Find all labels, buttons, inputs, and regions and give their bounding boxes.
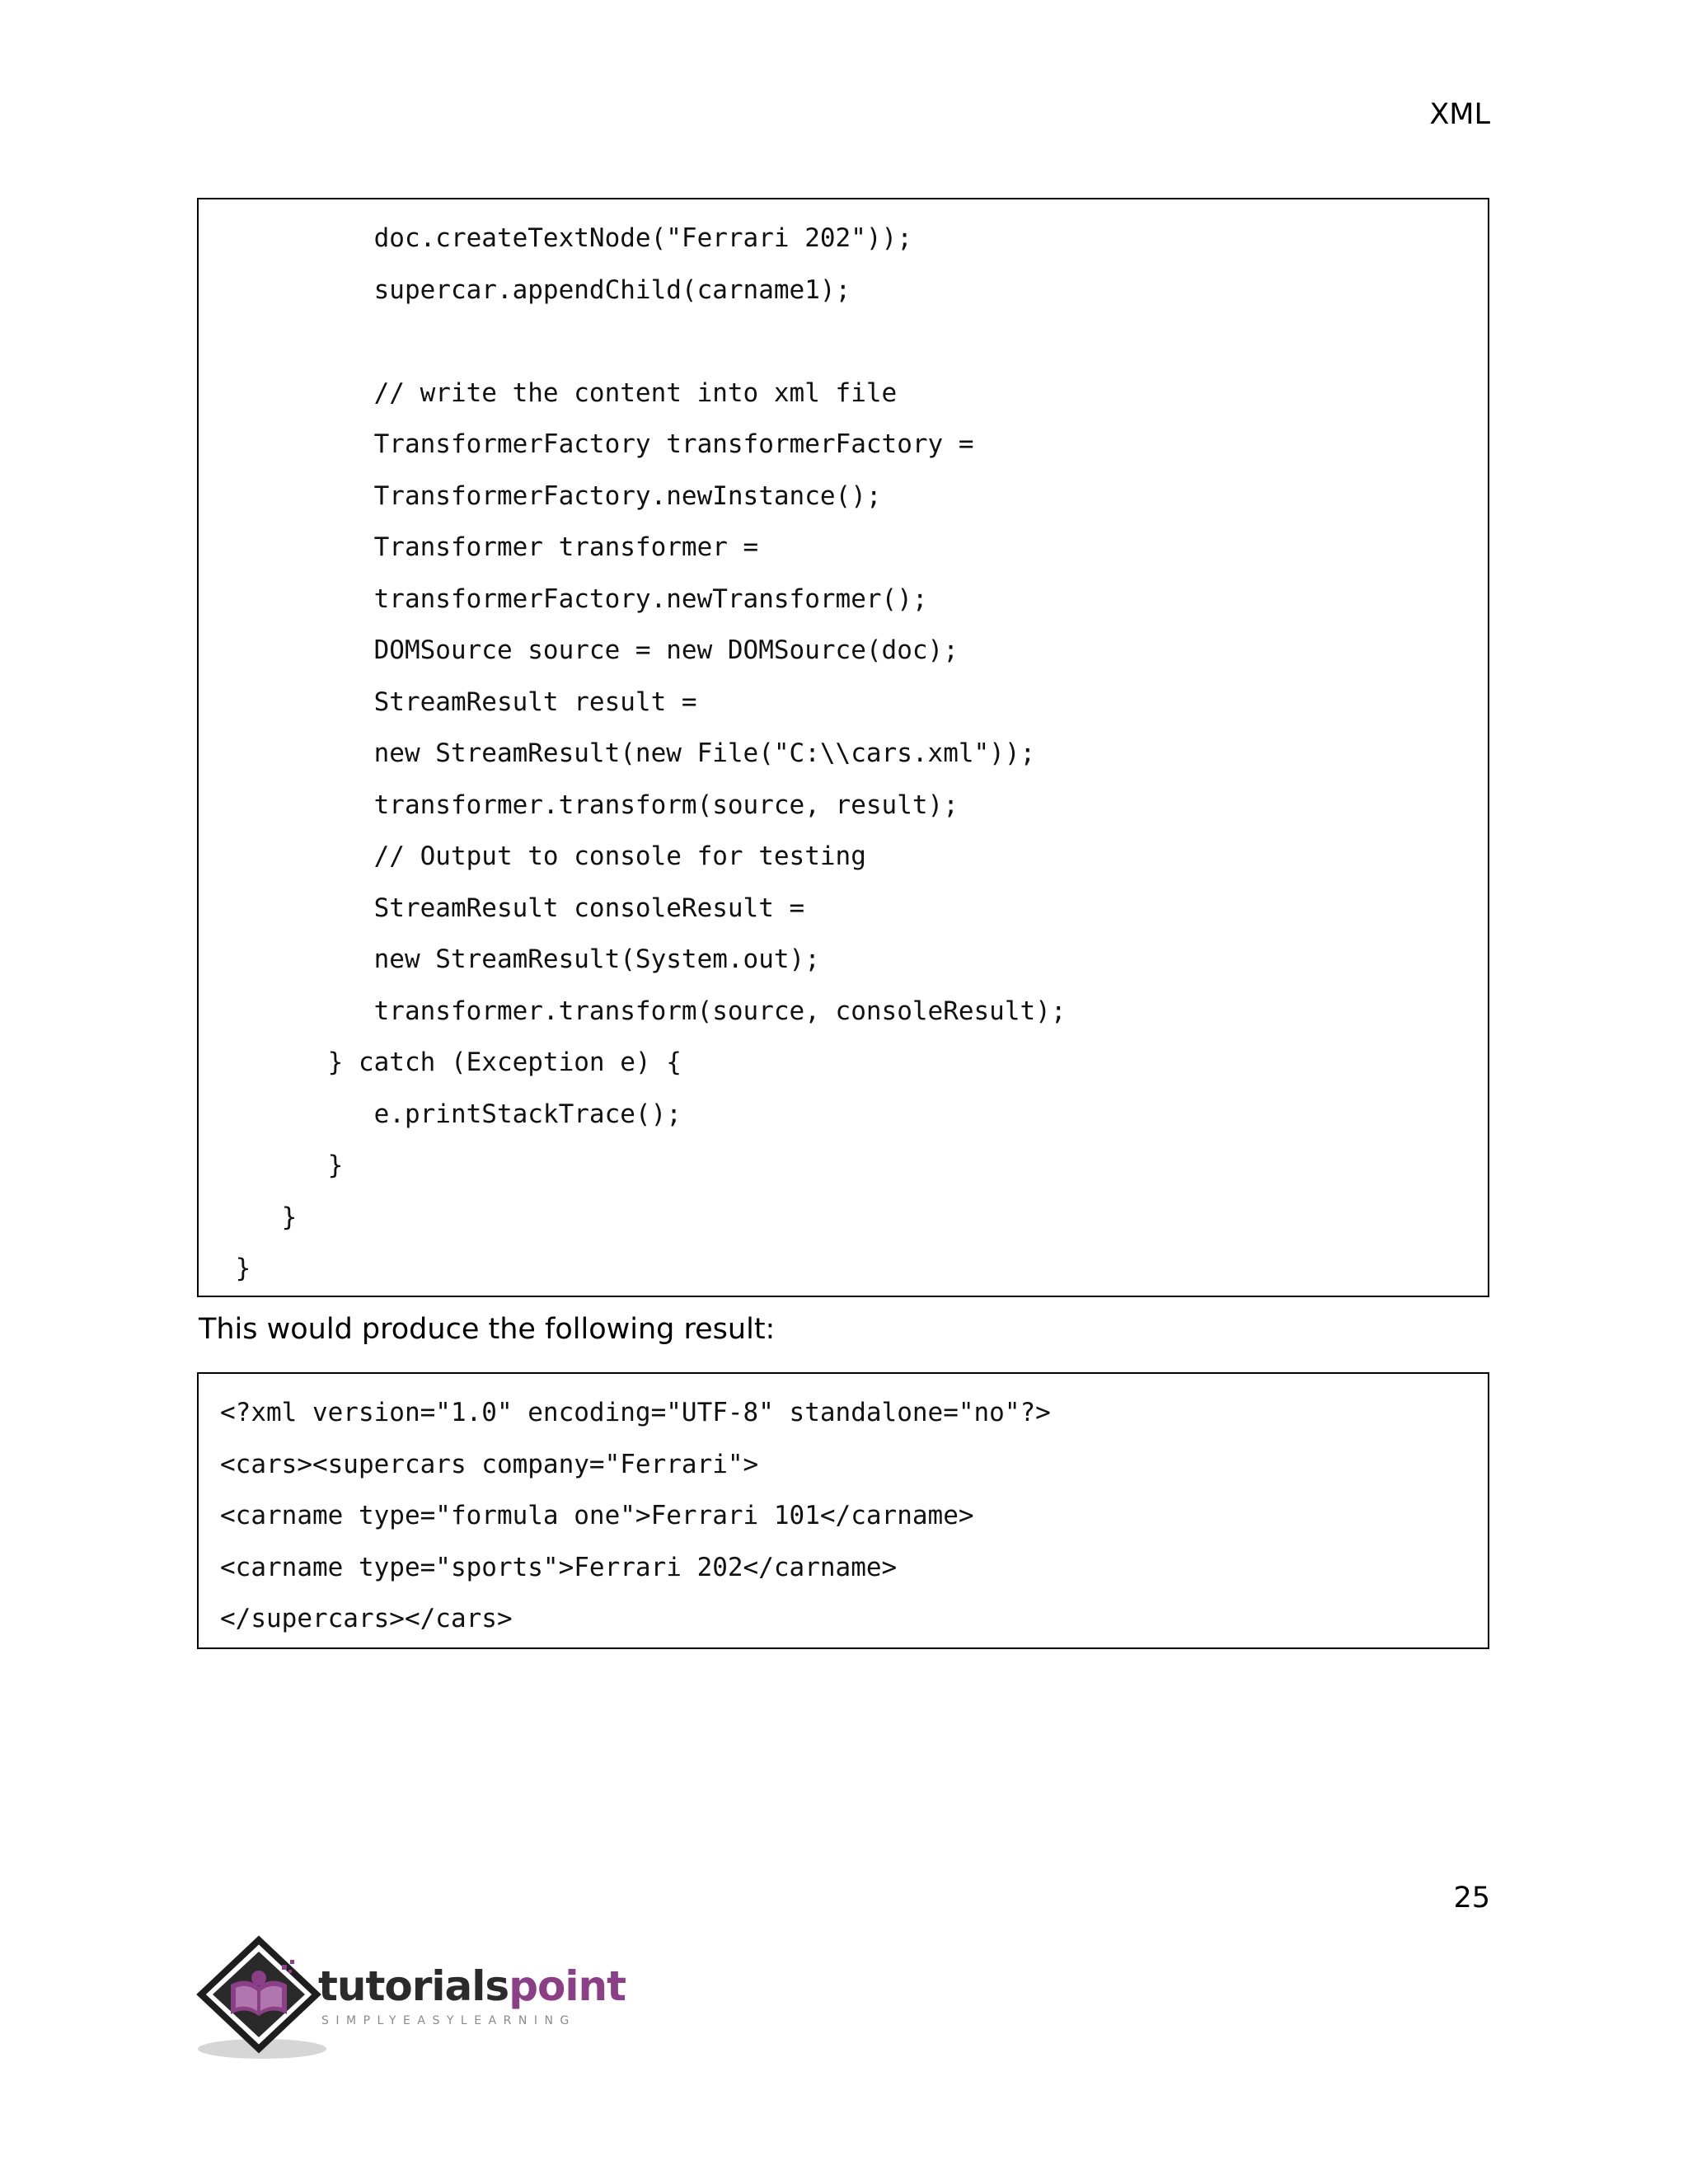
code-line: StreamResult result = bbox=[220, 687, 697, 717]
code-line: new StreamResult(System.out); bbox=[220, 944, 820, 974]
code-line: // Output to console for testing bbox=[220, 841, 866, 871]
logo-wordmark-part1: tutorials bbox=[318, 1962, 509, 2010]
code-line: doc.createTextNode("Ferrari 202")); bbox=[220, 223, 912, 253]
code-line: <carname type="sports">Ferrari 202</carname> bbox=[220, 1552, 898, 1582]
code-line: // write the content into xml file bbox=[220, 377, 898, 408]
code-line: transformerFactory.newTransformer(); bbox=[220, 583, 928, 614]
code-line: transformer.transform(source, result); bbox=[220, 790, 959, 820]
code-line: } bbox=[220, 1151, 344, 1180]
code-line: } bbox=[220, 1254, 251, 1283]
code-line: Transformer transformer = bbox=[220, 532, 759, 562]
code-line: <?xml version="1.0" encoding="UTF-8" standalone="no"?> bbox=[220, 1398, 1051, 1427]
code-line: <cars><supercars company="Ferrari"> bbox=[220, 1449, 759, 1479]
code-line: transformer.transform(source, consoleResult); bbox=[220, 996, 1067, 1026]
code-line bbox=[220, 316, 1067, 368]
logo-wordmark bbox=[318, 1963, 626, 2009]
page-number: 25 bbox=[1453, 1882, 1490, 1915]
code-lines bbox=[220, 1387, 1051, 1645]
code-lines bbox=[220, 213, 1067, 1295]
logo-wordmark-part2: point bbox=[509, 1962, 626, 2010]
code-block-java bbox=[197, 198, 1489, 1297]
code-line: new StreamResult(new File("C:\\cars.xml")); bbox=[220, 738, 1036, 768]
code-block-xml-output bbox=[197, 1372, 1489, 1649]
code-line: <carname type="formula one">Ferrari 101</carname> bbox=[220, 1501, 974, 1530]
code-line: } bbox=[220, 1202, 298, 1232]
logo-tagline: SIMPLYEASYLEARNING bbox=[321, 2014, 576, 2027]
page-header-title: XML bbox=[1429, 98, 1490, 131]
code-line: supercar.appendChild(carname1); bbox=[220, 274, 851, 305]
tutorialspoint-logo bbox=[196, 1935, 625, 2067]
result-intro-text: This would produce the following result: bbox=[199, 1313, 776, 1346]
code-line: TransformerFactory.newInstance(); bbox=[220, 480, 882, 511]
code-line: TransformerFactory transformerFactory = bbox=[220, 429, 974, 459]
code-line: DOMSource source = new DOMSource(doc); bbox=[220, 635, 959, 665]
code-line: } catch (Exception e) { bbox=[220, 1047, 682, 1077]
code-line: </supercars></cars> bbox=[220, 1604, 513, 1633]
code-line: e.printStackTrace(); bbox=[220, 1099, 682, 1129]
logo-diamond-icon bbox=[196, 1935, 328, 2067]
code-line: StreamResult consoleResult = bbox=[220, 893, 805, 923]
